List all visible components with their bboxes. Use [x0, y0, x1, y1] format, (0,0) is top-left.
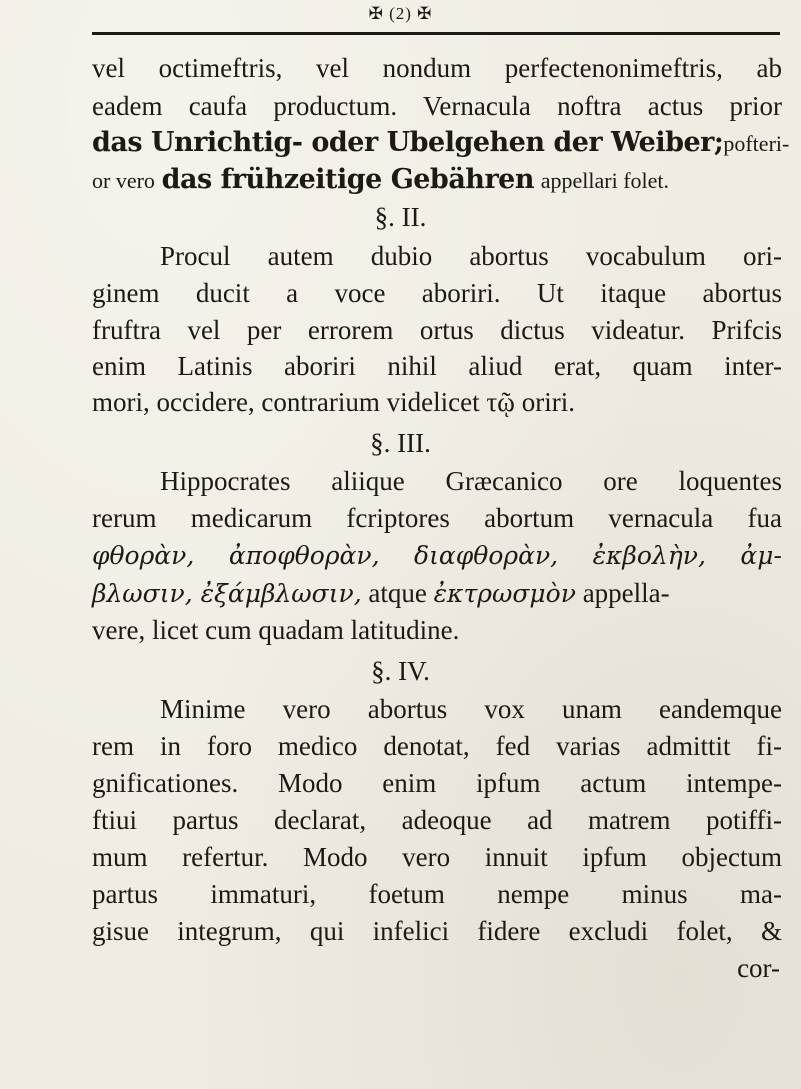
section-heading: §. II. — [374, 202, 427, 232]
text-fragment: or vero — [92, 168, 155, 193]
page-number-ornament: ✠ (2) ✠ — [368, 4, 433, 23]
text-line: mori, occidere, contrarium videlicet τῷ oriri. — [92, 387, 575, 417]
text-line: rem in foro medico denotat, fed varias admittit fi- — [92, 731, 782, 761]
text-line: enim Latinis aboriri nihil aliud erat, quam inter- — [92, 351, 782, 381]
text-line: eadem caufa productum. Vernacula noftra actus prior — [92, 91, 782, 121]
text-line: Hippocrates aliique Græcanico ore loquentes — [160, 466, 782, 496]
text-line-mixed — [92, 161, 782, 199]
fraktur-phrase: das Unrichtig- oder Ubelgehen der Weiber; — [92, 127, 724, 158]
text-line-mixed — [92, 124, 790, 162]
text-line: fruftra vel per errorem ortus dictus videatur. Prifcis — [92, 315, 782, 345]
text-fragment: appella- — [582, 578, 670, 608]
text-line: Procul autem dubio abortus vocabulum ori- — [160, 241, 782, 271]
greek-text-line: φθορὰν, ἀποφθορὰν, διαφθορὰν, ἐκβολὴν, ἀμ- — [92, 541, 782, 570]
text-line: ftiui partus declarat, adeoque ad matrem potiffi- — [92, 805, 782, 835]
text-line: gisue integrum, qui infelici fidere excludi folet, & — [92, 916, 782, 946]
text-line-mixed — [92, 575, 782, 612]
text-line: ginem ducit a voce aboriri. Ut itaque abortus — [92, 278, 782, 308]
text-fragment: appellari folet. — [540, 168, 670, 193]
greek-phrase: βλωσιν, ἐξάμβλωσιν, — [92, 579, 362, 608]
text-fragment: pofteri- — [723, 131, 790, 156]
text-line: vel octimeftris, vel nondum perfectenonimeftris, ab — [92, 53, 782, 83]
text-line: rerum medicarum fcriptores abortum vernacula fua — [92, 503, 782, 533]
header-rule — [92, 32, 780, 35]
catchword: cor- — [737, 953, 780, 983]
text-line: vere, licet cum quadam latitudine. — [92, 615, 460, 645]
section-heading: §. III. — [370, 428, 431, 458]
section-heading: §. IV. — [371, 656, 430, 686]
text-line: mum refertur. Modo vero innuit ipfum objectum — [92, 842, 782, 872]
text-line: partus immaturi, foetum nempe minus ma- — [92, 879, 782, 909]
greek-phrase: ἐκτρωσμὸν — [433, 579, 576, 608]
fraktur-phrase: das frühzeitige Gebähren — [161, 164, 534, 195]
text-line: gnificationes. Modo enim ipfum actum intempe- — [92, 768, 782, 798]
text-fragment: atque — [368, 578, 427, 608]
text-line: Minime vero abortus vox unam eandemque — [160, 694, 782, 724]
